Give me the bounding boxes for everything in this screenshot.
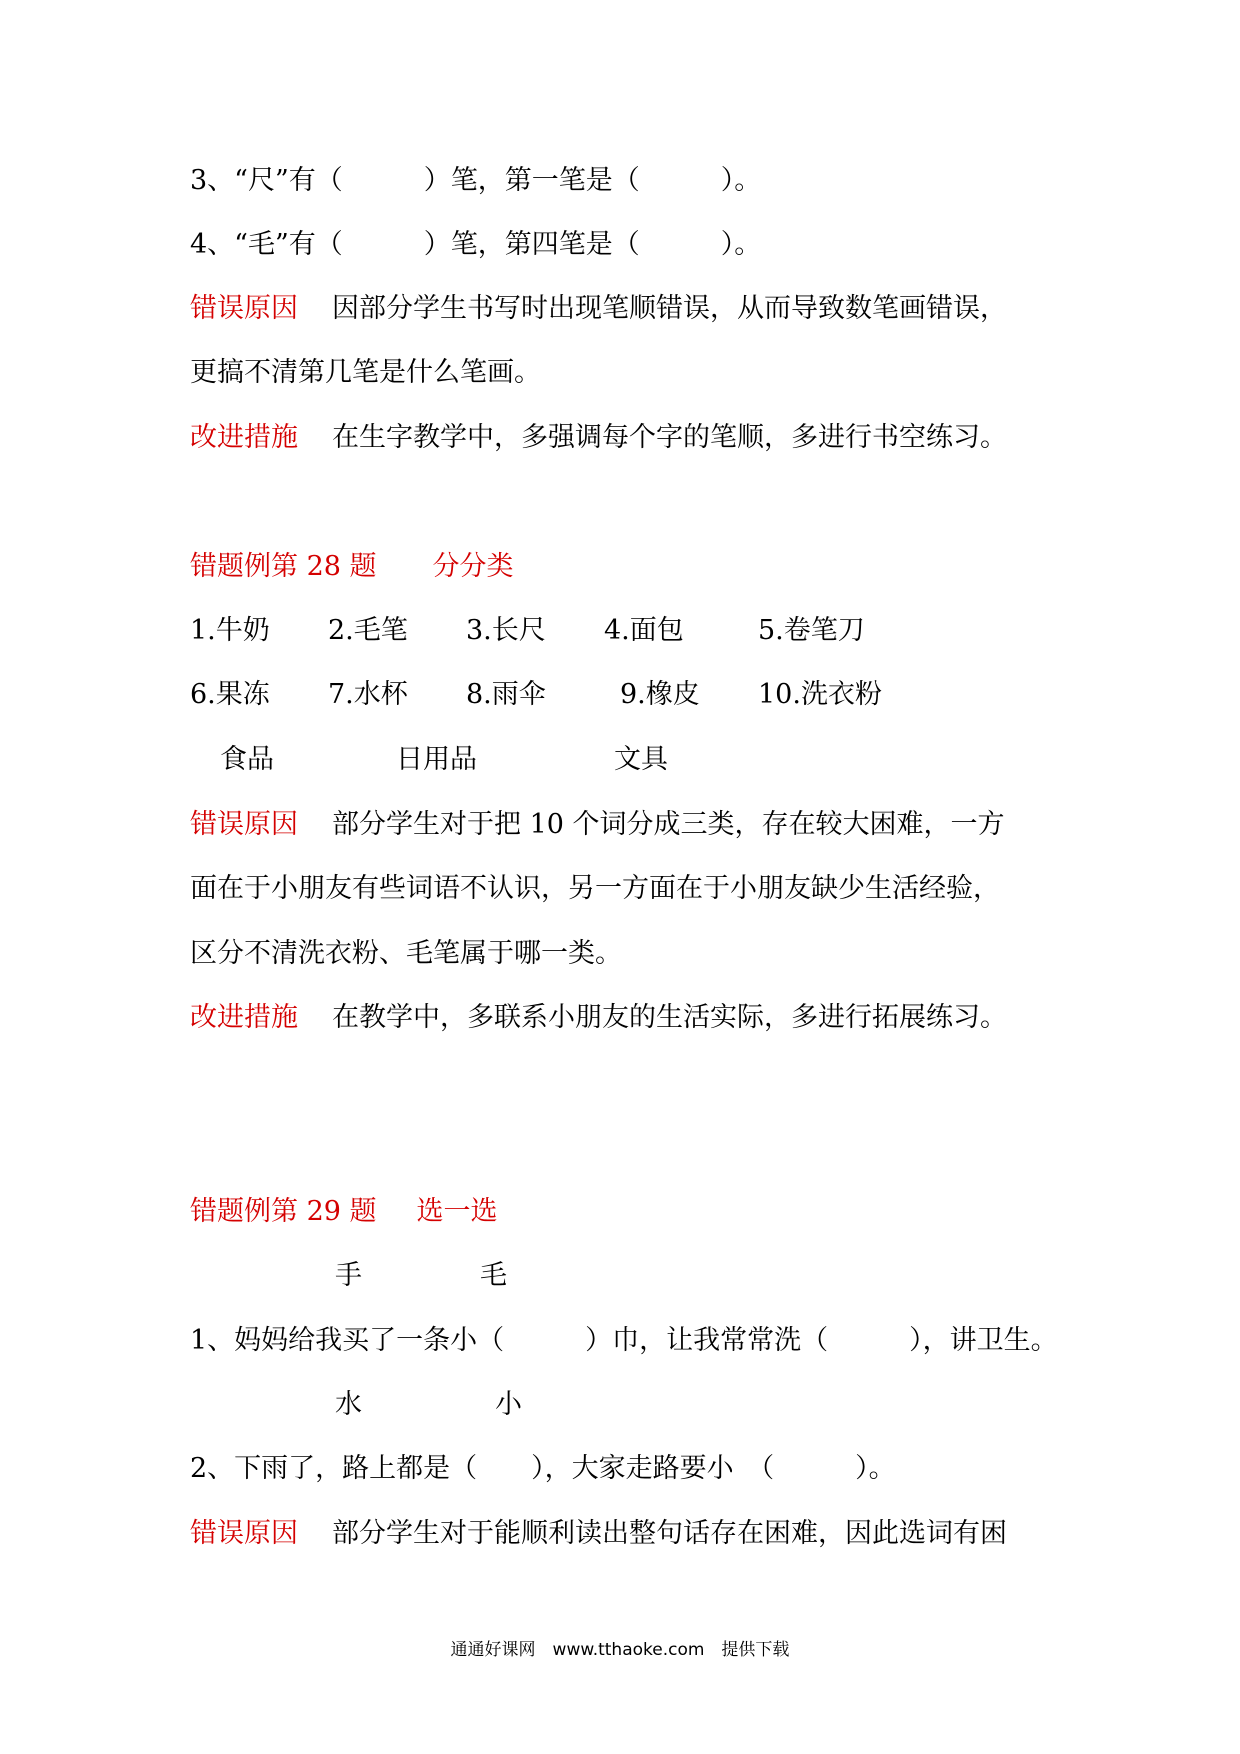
word-choices-1 <box>335 1259 507 1293</box>
word-row-1 <box>190 614 865 648</box>
word-item: 5.卷笔刀 <box>758 615 865 646</box>
word-choice: 毛 <box>480 1260 507 1291</box>
error-reason-text: 因部分学生书写时出现笔顺错误，从而导致数笔画错误， <box>332 293 1007 324</box>
category-stationery: 文具 <box>614 744 668 775</box>
word-item: 10.洗衣粉 <box>758 679 882 710</box>
question-29-2: 2、下雨了，路上都是（ ），大家走路要小 （ ）。 <box>190 1453 896 1484</box>
improvement-label: 改进措施 <box>190 1002 298 1033</box>
error-reason-text: 部分学生对于把 10 个词分成三类，存在较大困难，一方 <box>332 809 1005 840</box>
category-food: 食品 <box>220 744 274 775</box>
word-item: 2.毛笔 <box>328 615 408 646</box>
category-row <box>220 743 668 777</box>
error-reason-28-cont-2: 区分不清洗衣粉、毛笔属于哪一类。 <box>190 938 622 969</box>
example-29-heading <box>190 1195 498 1229</box>
example-28-heading <box>190 550 514 584</box>
improvement-text: 在教学中，多联系小朋友的生活实际，多进行拓展练习。 <box>332 1002 1007 1033</box>
word-item: 1.牛奶 <box>190 615 270 646</box>
improvement-label: 改进措施 <box>190 422 298 453</box>
improvement-text: 在生字教学中，多强调每个字的笔顺，多进行书空练习。 <box>332 422 1007 453</box>
word-item: 9.橡皮 <box>620 679 700 710</box>
word-choice: 手 <box>335 1260 362 1291</box>
word-row-2 <box>190 678 882 712</box>
word-choice: 小 <box>495 1389 522 1420</box>
category-daily-goods: 日用品 <box>396 744 477 775</box>
example-29-title: 错题例第 29 题 <box>190 1196 377 1227</box>
example-28-subtitle: 分分类 <box>432 551 514 582</box>
word-item: 4.面包 <box>604 615 684 646</box>
example-29-subtitle: 选一选 <box>416 1196 498 1227</box>
error-reason-1-cont: 更搞不清第几笔是什么笔画。 <box>190 357 541 388</box>
error-reason-29 <box>190 1517 1007 1551</box>
word-item: 6.果冻 <box>190 679 270 710</box>
word-choice: 水 <box>335 1389 362 1420</box>
error-reason-label: 错误原因 <box>190 809 298 840</box>
error-reason-28 <box>190 808 1005 842</box>
word-item: 3.长尺 <box>466 615 546 646</box>
question-29-1: 1、妈妈给我买了一条小（ ）巾，让我常常洗（ ），讲卫生。 <box>190 1325 1058 1356</box>
word-choices-2 <box>335 1388 522 1422</box>
error-reason-label: 错误原因 <box>190 1518 298 1549</box>
improvement-1 <box>190 421 1007 455</box>
question-4: 4、“毛”有（ ）笔，第四笔是（ ）。 <box>190 229 762 260</box>
improvement-28 <box>190 1001 1007 1035</box>
word-item: 8.雨伞 <box>466 679 546 710</box>
error-reason-1 <box>190 292 1007 326</box>
page-footer: 通通好课网 www.tthaoke.com 提供下载 <box>450 1640 790 1660</box>
error-reason-label: 错误原因 <box>190 293 298 324</box>
error-reason-28-cont-1: 面在于小朋友有些词语不认识，另一方面在于小朋友缺少生活经验， <box>190 873 1000 904</box>
question-3: 3、“尺”有（ ）笔，第一笔是（ ）。 <box>190 165 762 196</box>
error-reason-text: 部分学生对于能顺利读出整句话存在困难，因此选词有困 <box>332 1518 1007 1549</box>
example-28-title: 错题例第 28 题 <box>190 551 377 582</box>
word-item: 7.水杯 <box>328 679 408 710</box>
